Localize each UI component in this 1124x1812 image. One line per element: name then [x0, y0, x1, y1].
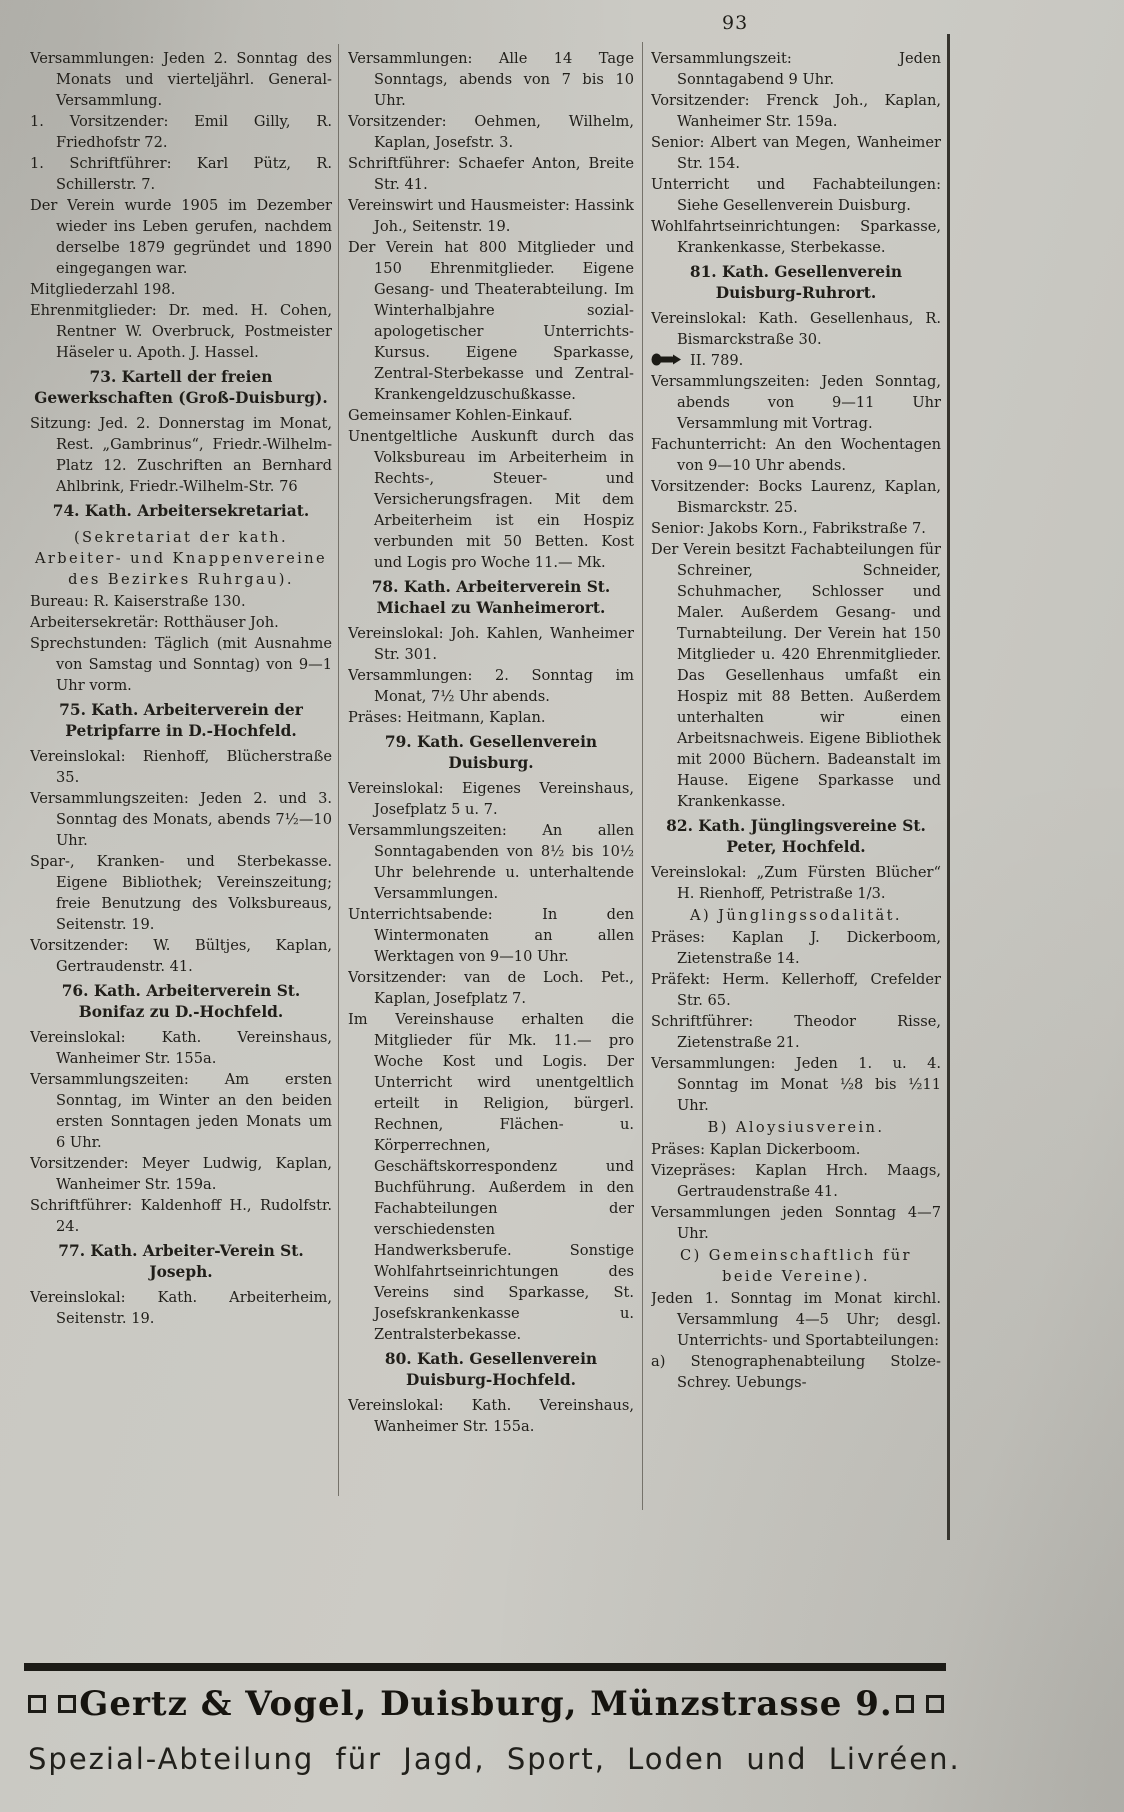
section-heading: 80. Kath. Gesellenverein Duisburg-Hochfeld. [384, 1350, 598, 1389]
directory-entry: Vereinslokal: „Zum Fürsten Blücher“ H. Rienhoff, Petristraße 1/3. [651, 864, 941, 902]
advertisement-headline [28, 1678, 944, 1730]
directory-entry: Unentgeltliche Auskunft durch das Volksbureau im Arbeiterheim in Rechts-, Steuer- und Versicherungsfragen. Mit dem Arbeiterheim ist ein Hospiz verbunden mit 50 Betten. Kost und Logis pro Woche 11.— Mk. [348, 428, 634, 571]
directory-entry: Präses: Kaplan Dickerboom. [651, 1141, 861, 1158]
page-edge-rule [947, 34, 950, 1540]
square-ornament-icon [926, 1695, 944, 1713]
section-heading: 78. Kath. Arbeiterverein St. Michael zu Wanheimerort. [371, 578, 611, 617]
directory-entry: Vizepräses: Kaplan Hrch. Maags, Gertraudenstraße 41. [651, 1162, 941, 1200]
directory-entry: Vereinslokal: Kath. Arbeiterheim, Seitenstr. 19. [30, 1289, 332, 1327]
directory-entry: Präfekt: Herm. Kellerhoff, Crefelder Str. 65. [651, 971, 941, 1009]
directory-entry: Versammlungszeiten: Jeden 2. und 3. Sonntag des Monats, abends 7½—10 Uhr. [30, 790, 332, 849]
square-ornament-icon [28, 1695, 46, 1713]
directory-entry: Versammlungszeiten: An allen Sonntagabenden von 8½ bis 10½ Uhr belehrende u. unterhaltende Versammlungen. [348, 822, 634, 902]
page-number: 93 [722, 12, 749, 34]
directory-entry: Arbeitersekretär: Rotthäuser Joh. [30, 614, 279, 631]
directory-entry: Vorsitzender: Oehmen, Wilhelm, Kaplan, Josefstr. 3. [348, 113, 634, 151]
directory-entry: C) Gemeinschaftlich für beide Vereine). [680, 1247, 912, 1285]
section-heading: 74. Kath. Arbeitersekretariat. [52, 502, 310, 520]
directory-entry: Vereinswirt und Hausmeister: Hassink Joh., Seitenstr. 19. [348, 197, 634, 235]
directory-entry: Unterrichtsabende: In den Wintermonaten an allen Werktagen von 9—10 Uhr. [348, 906, 634, 965]
directory-entry: Vorsitzender: Meyer Ludwig, Kaplan, Wanheimer Str. 159a. [30, 1155, 332, 1193]
directory-column-middle [348, 48, 634, 1494]
directory-entry: Jeden 1. Sonntag im Monat kirchl. Versammlung 4—5 Uhr; desgl. Unterrichts- und Sportabteilungen: [651, 1290, 941, 1349]
directory-entry: Versammlungszeit: Jeden Sonntagabend 9 Uhr. [651, 50, 941, 88]
directory-entry: Mitgliederzahl 198. [30, 281, 176, 298]
directory-entry: B) Aloysiusverein. [707, 1119, 885, 1136]
column-divider [642, 42, 643, 1510]
directory-entry: Versammlungszeiten: Am ersten Sonntag, im Winter an den beiden ersten Sonntagen jeden Monats um 6 Uhr. [30, 1071, 332, 1151]
ad-ornament-squares-right [896, 1695, 944, 1713]
directory-entry: Ehrenmitglieder: Dr. med. H. Cohen, Rentner W. Overbruck, Postmeister Häseler u. Apoth. J. Hassel. [30, 302, 332, 361]
directory-entry: 1. Vorsitzender: Emil Gilly, R. Friedhofstr 72. [30, 113, 332, 151]
advertiser-name: Gertz & Vogel, Duisburg, Münzstrasse 9. [79, 1684, 893, 1724]
section-heading: 81. Kath. Gesellenverein Duisburg-Ruhrort. [689, 263, 903, 302]
section-heading: 77. Kath. Arbeiter-Verein St. Joseph. [58, 1242, 304, 1281]
section-heading: 76. Kath. Arbeiterverein St. Bonifaz zu D.-Hochfeld. [61, 982, 301, 1021]
directory-entry: Senior: Jakobs Korn., Fabrikstraße 7. [651, 520, 926, 537]
directory-entry: Vorsitzender: van de Loch. Pet., Kaplan, Josefplatz 7. [348, 969, 634, 1007]
directory-entry: Versammlungen jeden Sonntag 4—7 Uhr. [651, 1204, 941, 1242]
directory-entry: Schriftführer: Theodor Risse, Zietenstraße 21. [651, 1013, 941, 1051]
advertisement-divider-rule [24, 1663, 946, 1671]
ad-ornament-squares-left [28, 1695, 76, 1713]
directory-entry: Vereinslokal: Eigenes Vereinshaus, Josefplatz 5 u. 7. [348, 780, 634, 818]
directory-entry: Präses: Kaplan J. Dickerboom, Zietenstraße 14. [651, 929, 941, 967]
directory-entry: Der Verein wurde 1905 im Dezember wieder ins Leben gerufen, nachdem derselbe 1879 gegründet und 1890 eingegangen war. [30, 197, 332, 277]
column-divider [338, 44, 339, 1496]
directory-entry: Senior: Albert van Megen, Wanheimer Str. 154. [651, 134, 941, 172]
directory-entry: Schriftführer: Kaldenhoff H., Rudolfstr. 24. [30, 1197, 332, 1235]
directory-entry: Versammlungen: 2. Sonntag im Monat, 7½ Uhr abends. [348, 667, 634, 705]
directory-entry: 1. Schriftführer: Karl Pütz, R. Schillerstr. 7. [30, 155, 332, 193]
directory-entry: a) Stenographenabteilung Stolze-Schrey. Uebungs- [651, 1353, 941, 1391]
square-ornament-icon [896, 1695, 914, 1713]
directory-column-right [651, 48, 941, 1652]
section-heading: 73. Kartell der freien Gewerkschaften (Groß-Duisburg). [34, 368, 328, 407]
directory-entry: Vereinslokal: Kath. Gesellenhaus, R. Bismarckstraße 30. [651, 310, 941, 348]
directory-entry: Sitzung: Jed. 2. Donnerstag im Monat, Rest. „Gambrinus“, Friedr.-Wilhelm-Platz 12. Zuschriften an Bernhard Ahlbrink, Friedr.-Wilhelm-Str. 76 [30, 415, 332, 495]
directory-entry: Versammlungen: Jeden 1. u. 4. Sonntag im Monat ½8 bis ½11 Uhr. [651, 1055, 941, 1114]
directory-entry: Gemeinsamer Kohlen-Einkauf. [348, 407, 573, 424]
directory-entry: Der Verein besitzt Fachabteilungen für Schreiner, Schneider, Schuhmacher, Schlosser und Maler. Außerdem Gesang- und Turnabteilung. Der Verein hat 150 Mitglieder u. 420 Ehrenmitglieder. Das Gesellenhaus umfaßt ein Hospiz mit 88 Betten. Außerdem unterhalten wir einen Arbeitsnachweis. Eigene Bibliothek mit 2000 Büchern. Badeanstalt im Hause. Eigene Sparkasse und Krankenkasse. [651, 541, 941, 810]
square-ornament-icon [58, 1695, 76, 1713]
directory-column-left [30, 48, 332, 1484]
section-heading: 75. Kath. Arbeiterverein der Petripfarre in D.-Hochfeld. [59, 701, 303, 740]
directory-entry: Der Verein hat 800 Mitglieder und 150 Ehrenmitglieder. Eigene Gesang- und Theaterabteilung. Im Winterhalbjahre sozial-apologetischer Unterrichts-Kursus. Eigene Sparkasse, Zentral-Sterbekasse und Zentral-Krankengeldzuschußkasse. [348, 239, 634, 403]
directory-entry: Vereinslokal: Rienhoff, Blücherstraße 35. [30, 748, 332, 786]
directory-entry: Unterricht und Fachabteilungen: Siehe Gesellenverein Duisburg. [651, 176, 941, 214]
directory-entry: Versammlungszeiten: Jeden Sonntag, abends von 9—11 Uhr Versammlung mit Vortrag. [651, 373, 941, 432]
directory-entry: Vorsitzender: Frenck Joh., Kaplan, Wanheimer Str. 159a. [651, 92, 941, 130]
advertisement-detail: Spezial-Abteilung für Jagd, Sport, Loden und Livréen. [28, 1742, 961, 1776]
directory-entry: Sprechstunden: Täglich (mit Ausnahme von Samstag und Sonntag) von 9—1 Uhr vorm. [30, 635, 332, 694]
directory-entry: Fachunterricht: An den Wochentagen von 9—10 Uhr abends. [651, 436, 941, 474]
directory-entry: Vereinslokal: Kath. Vereinshaus, Wanheimer Str. 155a. [30, 1029, 332, 1067]
directory-entry: Vorsitzender: W. Bültjes, Kaplan, Gertraudenstr. 41. [30, 937, 332, 975]
directory-entry: Schriftführer: Schaefer Anton, Breite Str. 41. [348, 155, 634, 193]
directory-entry: Bureau: R. Kaiserstraße 130. [30, 593, 246, 610]
directory-entry: Wohlfahrtseinrichtungen: Sparkasse, Krankenkasse, Sterbekasse. [651, 218, 941, 256]
section-heading: 79. Kath. Gesellenverein Duisburg. [384, 733, 598, 772]
directory-entry: Versammlungen: Alle 14 Tage Sonntags, abends von 7 bis 10 Uhr. [348, 50, 634, 109]
directory-entry: A) Jünglingssodalität. [690, 907, 902, 924]
telephone-icon [651, 353, 683, 366]
section-heading: 82. Kath. Jünglingsvereine St. Peter, Hochfeld. [666, 817, 926, 856]
directory-entry: II. 789. [651, 350, 941, 371]
directory-entry: Im Vereinshause erhalten die Mitglieder für Mk. 11.— pro Woche Kost und Logis. Der Unterricht wird unentgeltlich erteilt in Religion, bürgerl. Rechnen, Flächen- u. Körperrechnen, Geschäftskorrespondenz und Buchführung. Außerdem in den Fachabteilungen der verschiedensten Handwerksberufe. Sonstige Wohlfahrtseinrichtungen des Vereins sind Sparkasse, St. Josefskrankenkasse u. Zentralsterbekasse. [348, 1011, 634, 1343]
directory-entry: Spar-, Kranken- und Sterbekasse. Eigene Bibliothek; Vereinszeitung; freie Benutzung des Volksbureaus, Seitenstr. 19. [30, 853, 332, 933]
directory-entry: (Sekretariat der kath. Arbeiter- und Knappenvereine des Bezirkes Ruhrgau). [34, 529, 328, 588]
directory-entry: Vereinslokal: Joh. Kahlen, Wanheimer Str. 301. [348, 625, 634, 663]
directory-entry: Vorsitzender: Bocks Laurenz, Kaplan, Bismarckstr. 25. [651, 478, 941, 516]
directory-entry: Präses: Heitmann, Kaplan. [348, 709, 546, 726]
directory-entry: Vereinslokal: Kath. Vereinshaus, Wanheimer Str. 155a. [348, 1397, 634, 1435]
directory-entry: Versammlungen: Jeden 2. Sonntag des Monats und vierteljährl. General-Versammlung. [30, 50, 332, 109]
